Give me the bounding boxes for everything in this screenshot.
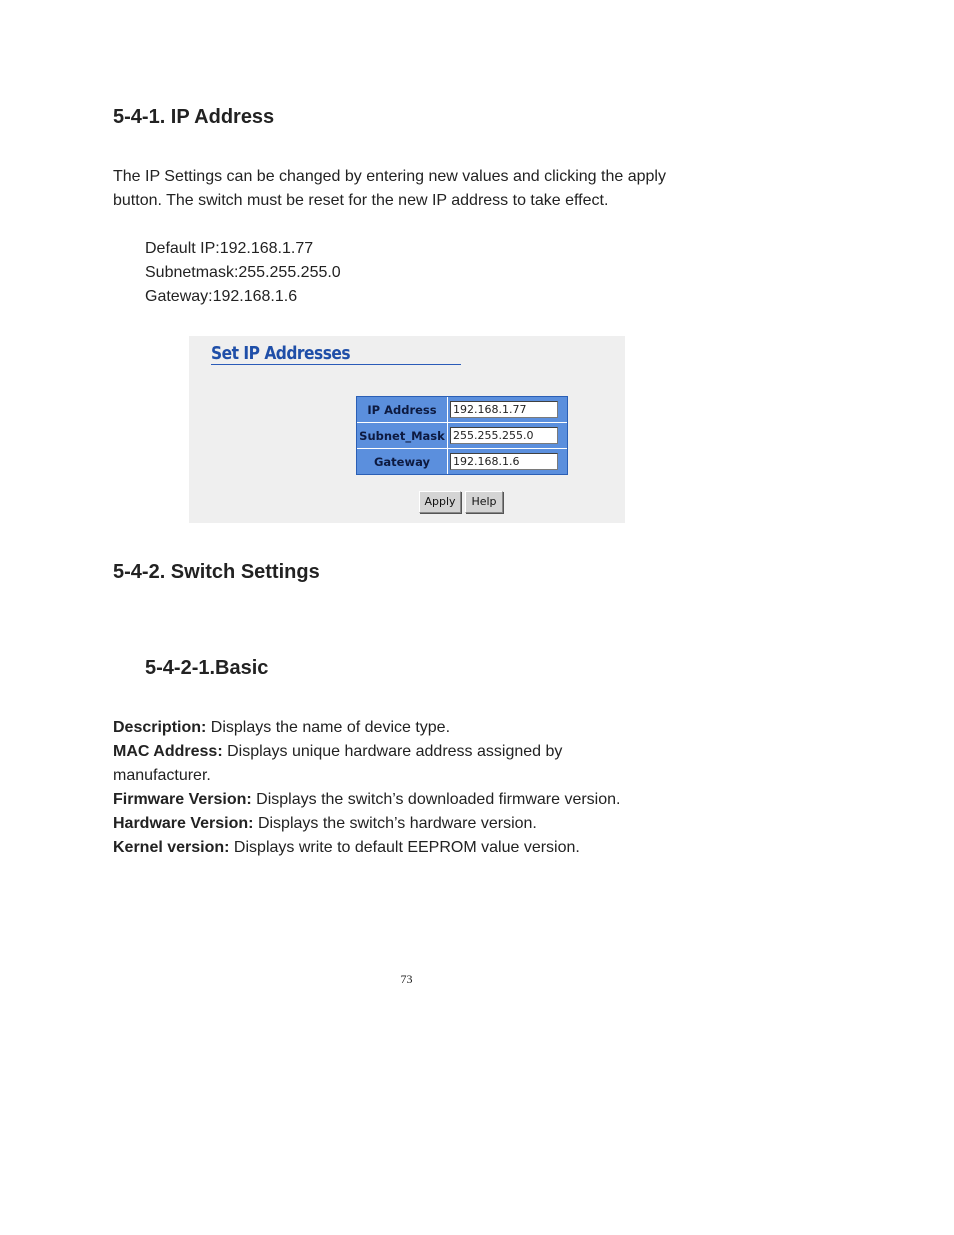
subnet-mask-cell [448, 423, 567, 448]
list-item [113, 716, 733, 740]
definition-text: Displays unique hardware address assigned by [222, 743, 563, 760]
title-underline [211, 364, 461, 365]
table-row-gateway [357, 449, 567, 474]
list-item [113, 740, 733, 764]
subnet-mask-input[interactable]: 255.255.255.0 [450, 427, 558, 444]
subsection-heading-basic: 5-4-2-1.Basic [145, 657, 269, 679]
ip-settings-table [356, 396, 568, 475]
subnet-mask-label: Subnet_Mask [357, 423, 448, 448]
help-button[interactable]: Help [465, 491, 503, 513]
list-item [113, 812, 733, 836]
default-ip-line: Default IP:192.168.1.77 [145, 240, 314, 257]
definition-text: Displays the switch’s hardware version. [253, 815, 537, 832]
ip-description-paragraph [113, 165, 666, 213]
ip-defaults-list [145, 237, 341, 309]
term-firmware-version: Firmware Version: [113, 791, 252, 808]
gateway-label: Gateway [357, 449, 448, 474]
paragraph-line: button. The switch must be reset for the new IP address to take effect. [113, 192, 609, 209]
ip-address-label: IP Address [357, 397, 448, 422]
definition-text: Displays the switch’s downloaded firmware version. [251, 791, 621, 808]
term-description: Description: [113, 719, 207, 736]
default-gateway-line: Gateway:192.168.1.6 [145, 288, 298, 305]
ip-address-cell [448, 397, 567, 422]
gateway-input[interactable]: 192.168.1.6 [450, 453, 558, 470]
list-item [113, 764, 733, 788]
table-row-ip-address [357, 397, 567, 423]
basic-fields-list [113, 716, 733, 860]
definition-text: manufacturer. [113, 767, 211, 784]
section-heading-ip-address: 5-4-1. IP Address [113, 106, 275, 128]
apply-button[interactable]: Apply [419, 491, 461, 513]
gateway-cell [448, 449, 567, 474]
list-item [113, 788, 733, 812]
definition-text: Displays write to default EEPROM value version. [229, 839, 580, 856]
term-kernel-version: Kernel version: [113, 839, 230, 856]
list-item [113, 836, 733, 860]
section-heading-switch-settings: 5-4-2. Switch Settings [113, 561, 320, 583]
ip-address-input[interactable]: 192.168.1.77 [450, 401, 558, 418]
default-subnet-line: Subnetmask:255.255.255.0 [145, 264, 341, 281]
panel-title: Set IP Addresses [211, 343, 351, 364]
term-hardware-version: Hardware Version: [113, 815, 254, 832]
set-ip-addresses-screenshot [189, 336, 625, 523]
paragraph-line: The IP Settings can be changed by entering new values and clicking the apply [113, 168, 666, 185]
term-mac-address: MAC Address: [113, 743, 223, 760]
page-number: 73 [400, 972, 413, 986]
definition-text: Displays the name of device type. [206, 719, 451, 736]
table-row-subnet-mask [357, 423, 567, 449]
